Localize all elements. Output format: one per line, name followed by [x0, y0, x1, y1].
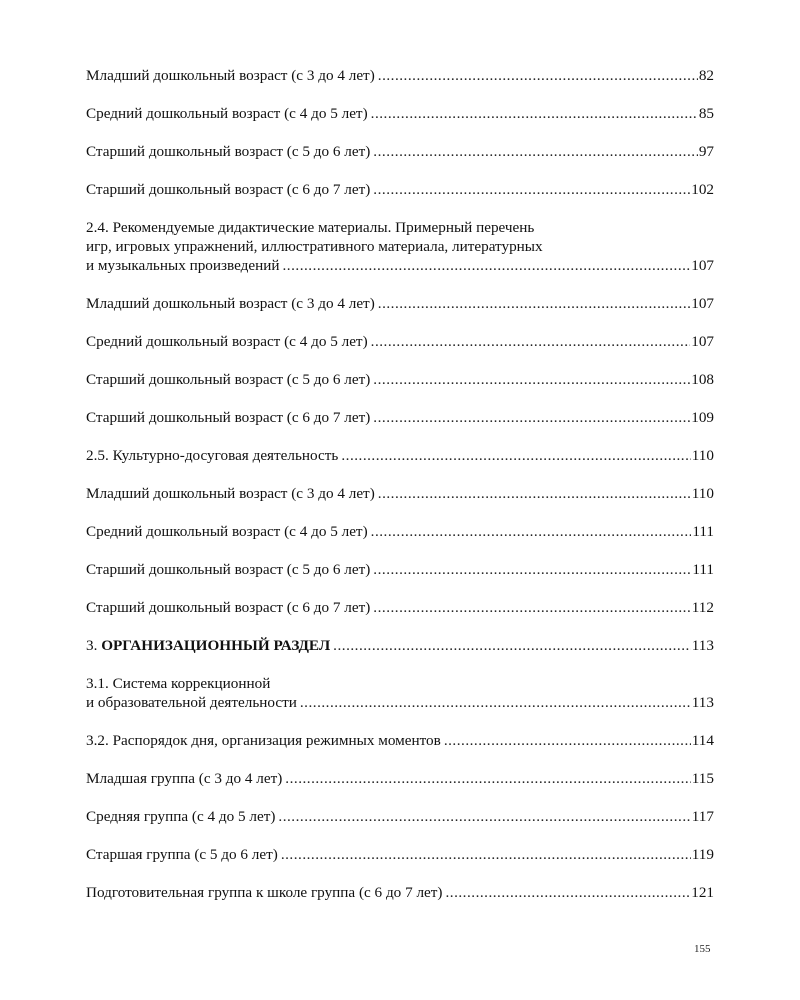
- toc-entry-title: Старший дошкольный возраст (с 5 до 6 лет): [86, 561, 371, 578]
- toc-entry-multiline: [86, 218, 714, 275]
- toc-entry: [86, 370, 714, 389]
- toc-entry: [86, 769, 714, 788]
- toc-entry-page: 112: [691, 599, 714, 616]
- dot-leader: [378, 484, 691, 503]
- toc-entry: [86, 142, 714, 161]
- toc-entry-page: 85: [698, 105, 714, 122]
- toc-entry: [86, 484, 714, 503]
- dot-leader: [300, 693, 691, 712]
- toc-entry: [86, 446, 714, 465]
- toc-row: [86, 256, 714, 275]
- dot-leader: [283, 256, 691, 275]
- toc-entry-title: и музыкальных произведений: [86, 257, 280, 274]
- toc-entry-title: Младший дошкольный возраст (с 3 до 4 лет): [86, 295, 375, 312]
- toc-entry-title: Младший дошкольный возраст (с 3 до 4 лет): [86, 485, 375, 502]
- toc-entry: [86, 731, 714, 750]
- toc-entry: [86, 408, 714, 427]
- dot-leader: [371, 332, 691, 351]
- toc-entry-page: 107: [691, 257, 714, 274]
- toc-row: [86, 332, 714, 351]
- toc-row: [86, 883, 714, 902]
- toc-entry-line: игр, игровых упражнений, иллюстративного материала, литературных: [86, 238, 543, 255]
- toc-entry-title: Средняя группа (с 4 до 5 лет): [86, 808, 276, 825]
- toc-row: [86, 807, 714, 826]
- toc-row: [86, 693, 714, 712]
- toc-entry-multiline: [86, 674, 714, 712]
- toc-entry-title: 2.5. Культурно-досуговая деятельность: [86, 447, 339, 464]
- toc-entry: [86, 332, 714, 351]
- toc-entry-page: 113: [691, 694, 714, 711]
- toc-row: [86, 731, 714, 750]
- toc-entry-title: Старший дошкольный возраст (с 5 до 6 лет): [86, 371, 371, 388]
- dot-leader: [333, 636, 691, 655]
- toc-entry-page: 102: [691, 181, 714, 198]
- toc-entry: [86, 845, 714, 864]
- dot-leader: [285, 769, 690, 788]
- toc-row: [86, 294, 714, 313]
- toc-entry-page: 113: [691, 637, 714, 654]
- dot-leader: [373, 180, 690, 199]
- toc-entry-title: Старший дошкольный возраст (с 6 до 7 лет): [86, 599, 371, 616]
- toc-entry: [86, 180, 714, 199]
- dot-leader: [278, 807, 690, 826]
- toc-entry-title: и образовательной деятельности: [86, 694, 297, 711]
- toc-section-entry: [86, 636, 714, 655]
- toc-entry-page: 121: [691, 884, 714, 901]
- toc-entry-page: 97: [698, 143, 714, 160]
- toc-entry-page: 82: [698, 67, 714, 84]
- toc-entry-title: Средний дошкольный возраст (с 4 до 5 лет): [86, 333, 368, 350]
- dot-leader: [281, 845, 691, 864]
- toc-entry-page: 114: [691, 732, 714, 749]
- dot-leader: [373, 598, 690, 617]
- toc-entry-title: Старший дошкольный возраст (с 6 до 7 лет): [86, 181, 371, 198]
- toc-entry-title: 3.2. Распорядок дня, организация режимных моментов: [86, 732, 441, 749]
- dot-leader: [373, 370, 690, 389]
- toc-section-title: [86, 636, 330, 655]
- toc-row: [86, 769, 714, 788]
- toc-entry-line: 2.4. Рекомендуемые дидактические материалы. Примерный перечень: [86, 219, 535, 236]
- toc-entry: [86, 807, 714, 826]
- toc-entry-page: 107: [691, 295, 714, 312]
- toc-entry-page: 109: [691, 409, 714, 426]
- toc-entry-page: 117: [691, 808, 714, 825]
- toc-entry: [86, 294, 714, 313]
- dot-leader: [373, 408, 690, 427]
- toc-entry-page: 111: [692, 523, 714, 540]
- toc-entry-page: 107: [691, 333, 714, 350]
- toc-row: [86, 370, 714, 389]
- toc-entry-title: Подготовительная группа к школе группа (с 6 до 7 лет): [86, 884, 443, 901]
- dot-leader: [373, 142, 698, 161]
- dot-leader: [371, 104, 698, 123]
- toc-entry-title: Младшая группа (с 3 до 4 лет): [86, 770, 283, 787]
- toc-row: [86, 408, 714, 427]
- section-title-bold: ОРГАНИЗАЦИОННЫЙ РАЗДЕЛ: [101, 637, 331, 654]
- toc-entry-title: Старший дошкольный возраст (с 6 до 7 лет): [86, 409, 371, 426]
- dot-leader: [371, 522, 692, 541]
- section-prefix: 3.: [86, 637, 102, 654]
- dot-leader: [445, 883, 690, 902]
- toc-entry: [86, 522, 714, 541]
- dot-leader: [373, 560, 691, 579]
- toc-entry-title: Младший дошкольный возраст (с 3 до 4 лет): [86, 67, 375, 84]
- toc-entry-title: Старший дошкольный возраст (с 5 до 6 лет): [86, 143, 371, 160]
- toc-entry: [86, 598, 714, 617]
- toc-entry-page: 108: [691, 371, 714, 388]
- toc-entry-title: Средний дошкольный возраст (с 4 до 5 лет): [86, 523, 368, 540]
- page-number: 155: [694, 943, 711, 955]
- toc-row: [86, 522, 714, 541]
- toc-entry: [86, 104, 714, 123]
- dot-leader: [341, 446, 690, 465]
- toc-row: [86, 180, 714, 199]
- toc-entry: [86, 66, 714, 85]
- toc-row: [86, 142, 714, 161]
- toc-entry: [86, 560, 714, 579]
- toc-row: [86, 66, 714, 85]
- toc-row: [86, 104, 714, 123]
- toc-entry-page: 119: [691, 846, 714, 863]
- dot-leader: [378, 66, 698, 85]
- toc-row: [86, 636, 714, 655]
- toc-row: [86, 598, 714, 617]
- toc-entry: [86, 883, 714, 902]
- toc-entry-title: Средний дошкольный возраст (с 4 до 5 лет): [86, 105, 368, 122]
- toc-entry-page: 111: [692, 561, 714, 578]
- toc-entry-page: 110: [691, 485, 714, 502]
- toc-entry-line: 3.1. Система коррекционной: [86, 675, 271, 692]
- toc-entry-page: 110: [691, 447, 714, 464]
- toc-row: [86, 560, 714, 579]
- toc-entry-page: 115: [691, 770, 714, 787]
- table-of-contents: [86, 66, 714, 921]
- dot-leader: [378, 294, 690, 313]
- toc-entry-title: Старшая группа (с 5 до 6 лет): [86, 846, 278, 863]
- toc-row: [86, 446, 714, 465]
- dot-leader: [444, 731, 691, 750]
- toc-row: [86, 484, 714, 503]
- toc-row: [86, 845, 714, 864]
